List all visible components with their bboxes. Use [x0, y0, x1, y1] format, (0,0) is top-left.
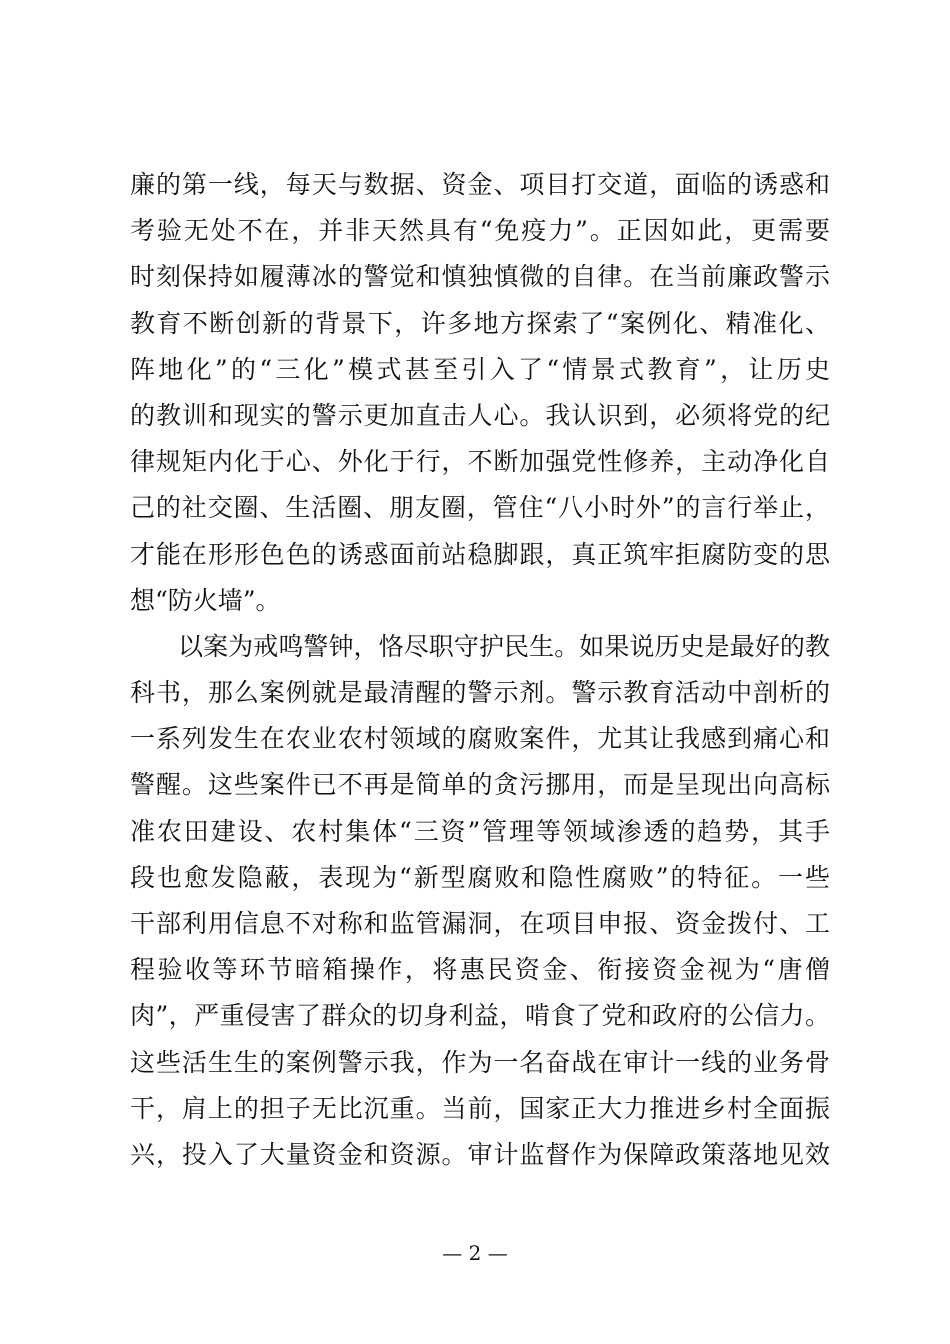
text-line: 考验无处不在，并非天然具有“免疫力”。正因如此，更需要: [130, 216, 830, 246]
body-text: [130, 162, 830, 1178]
text-line: 阵地化”的“三化”模式甚至引入了“情景式教育”，让历史: [130, 354, 830, 384]
text-line: 警醒。这些案件已不再是简单的贪污挪用，而是呈现出向高标: [130, 770, 830, 800]
text-line: 廉的第一线，每天与数据、资金、项目打交道，面临的诱惑和: [130, 170, 830, 199]
text-line: 段也愈发隐蔽，表现为“新型腐败和隐性腐败”的特征。一些: [130, 862, 830, 892]
text-line: 一系列发生在农业农村领域的腐败案件，尤其让我感到痛心和: [130, 724, 830, 754]
text-line: 科书，那么案例就是最清醒的警示剂。警示教育活动中剖析的: [130, 678, 830, 708]
text-line: 干，肩上的担子无比沉重。当前，国家正大力推进乡村全面振: [130, 1093, 830, 1123]
text-line: 想“防火墙”。: [130, 585, 281, 615]
paragraph-1: [130, 162, 830, 624]
text-line: 教育不断创新的背景下，许多地方探索了“案例化、精准化、: [130, 308, 830, 338]
text-line: 以案为戒鸣警钟，恪尽职守护民生。如果说历史是最好的教: [178, 631, 830, 661]
page-number: — 2 —: [442, 1241, 508, 1265]
text-line: 程验收等环节暗箱操作，将惠民资金、衔接资金视为“唐僧: [130, 955, 830, 985]
text-line: 己的社交圈、生活圈、朋友圈，管住“八小时外”的言行举止，: [130, 493, 830, 523]
text-line: 干部利用信息不对称和监管漏洞，在项目申报、资金拨付、工: [130, 909, 830, 938]
text-line: 律规矩内化于心、外化于行，不断加强党性修养，主动净化自: [130, 447, 830, 477]
text-line: 的教训和现实的警示更加直击人心。我认识到，必须将党的纪: [130, 400, 830, 430]
text-line: 这些活生生的案例警示我，作为一名奋战在审计一线的业务骨: [130, 1047, 830, 1077]
text-line: 时刻保持如履薄冰的警觉和慎独慎微的自律。在当前廉政警示: [130, 262, 830, 292]
text-line: 肉”，严重侵害了群众的切身利益，啃食了党和政府的公信力。: [130, 1001, 830, 1031]
text-line: 才能在形形色色的诱惑面前站稳脚跟，真正筑牢拒腐防变的思: [130, 539, 830, 569]
text-line: 准农田建设、农村集体“三资”管理等领域渗透的趋势，其手: [130, 816, 830, 846]
paragraph-2: [130, 624, 830, 1178]
text-line: 兴，投入了大量资金和资源。审计监督作为保障政策落地见效: [130, 1139, 830, 1169]
